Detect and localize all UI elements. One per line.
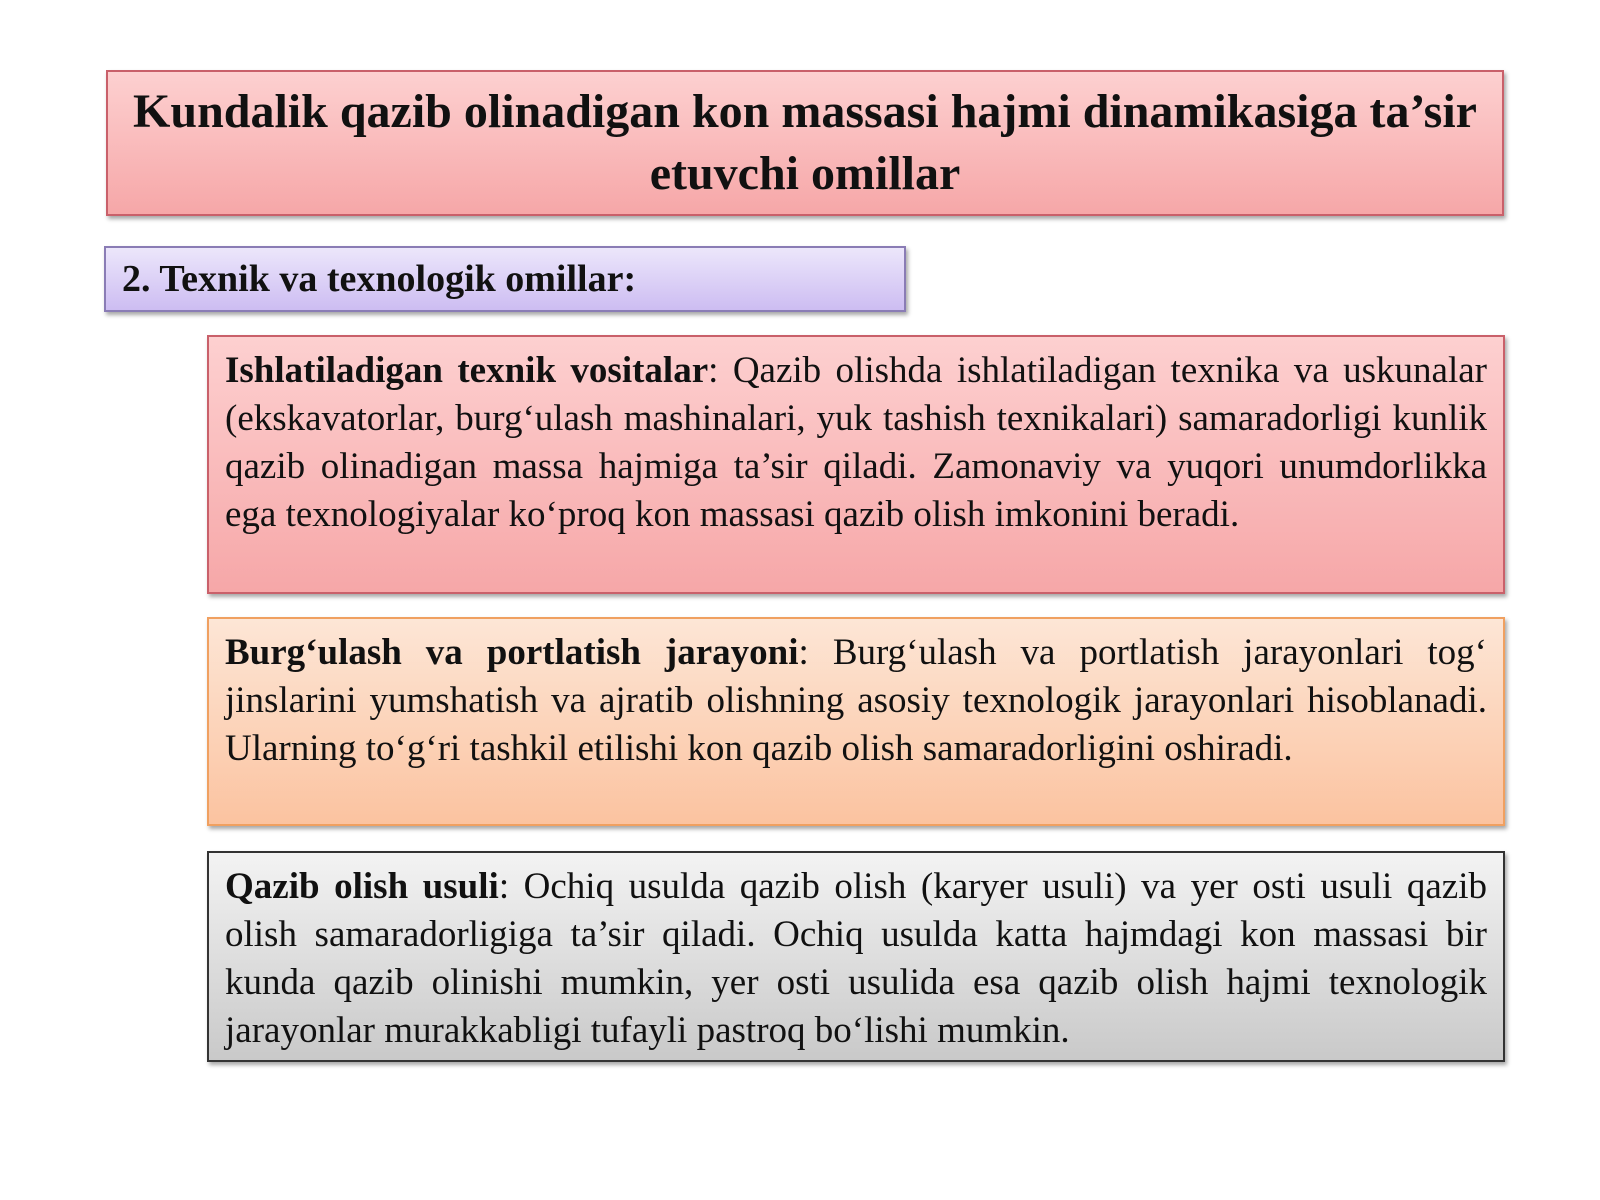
factor-separator: : <box>498 866 524 907</box>
factor-box-drilling-blasting <box>207 617 1505 826</box>
factor-body: Qazib olishda ishlatiladigan texnika va uskunalar (ekskavatorlar, burg‘ulash mashinalari, yuk tashish texnikalari) samaradorligi kunlik qazib olinadigan massa hajmiga ta’sir qiladi. Zamonaviy va yuqori unumdorlikka ega texnologiyalar ko‘proq kon massasi qazib olish imkonini beradi. <box>225 350 1487 535</box>
slide-title: Kundalik qazib olinadigan kon massasi hajmi dinamikasiga ta’sir etuvchi omillar <box>133 85 1477 200</box>
factor-title: Ishlatiladigan texnik vositalar <box>225 350 709 391</box>
factor-separator: : <box>708 350 733 391</box>
factor-separator: : <box>798 632 833 673</box>
factor-text <box>225 629 1487 773</box>
factor-body: Burg‘ulash va portlatish jarayonlari tog‘ jinslarini yumshatish va ajratib olishning asosiy texnologik jarayonlari hisoblanadi. Ularning to‘g‘ri tashkil etilishi kon qazib olish samaradorligini oshiradi. <box>225 632 1487 769</box>
section-heading: 2. Texnik va texnologik omillar: <box>122 258 637 300</box>
factor-title: Burg‘ulash va portlatish jarayoni <box>225 632 799 673</box>
slide-title-box <box>106 70 1504 216</box>
factor-title: Qazib olish usuli <box>225 866 499 907</box>
factor-box-technical-means <box>207 335 1505 594</box>
factor-text <box>225 347 1487 539</box>
factor-body: Ochiq usulda qazib olish (karyer usuli) va yer osti usuli qazib olish samaradorligiga ta’sir qiladi. Ochiq usulda katta hajmdagi kon massasi bir kunda qazib olinishi mumkin, yer osti usulida esa qazib olish hajmi texnologik jarayonlar murakkabligi tufayli pastroq bo‘lishi mumkin. <box>225 866 1487 1051</box>
factor-box-mining-method <box>207 851 1505 1062</box>
factor-text <box>225 863 1487 1055</box>
section-heading-box <box>104 246 906 312</box>
